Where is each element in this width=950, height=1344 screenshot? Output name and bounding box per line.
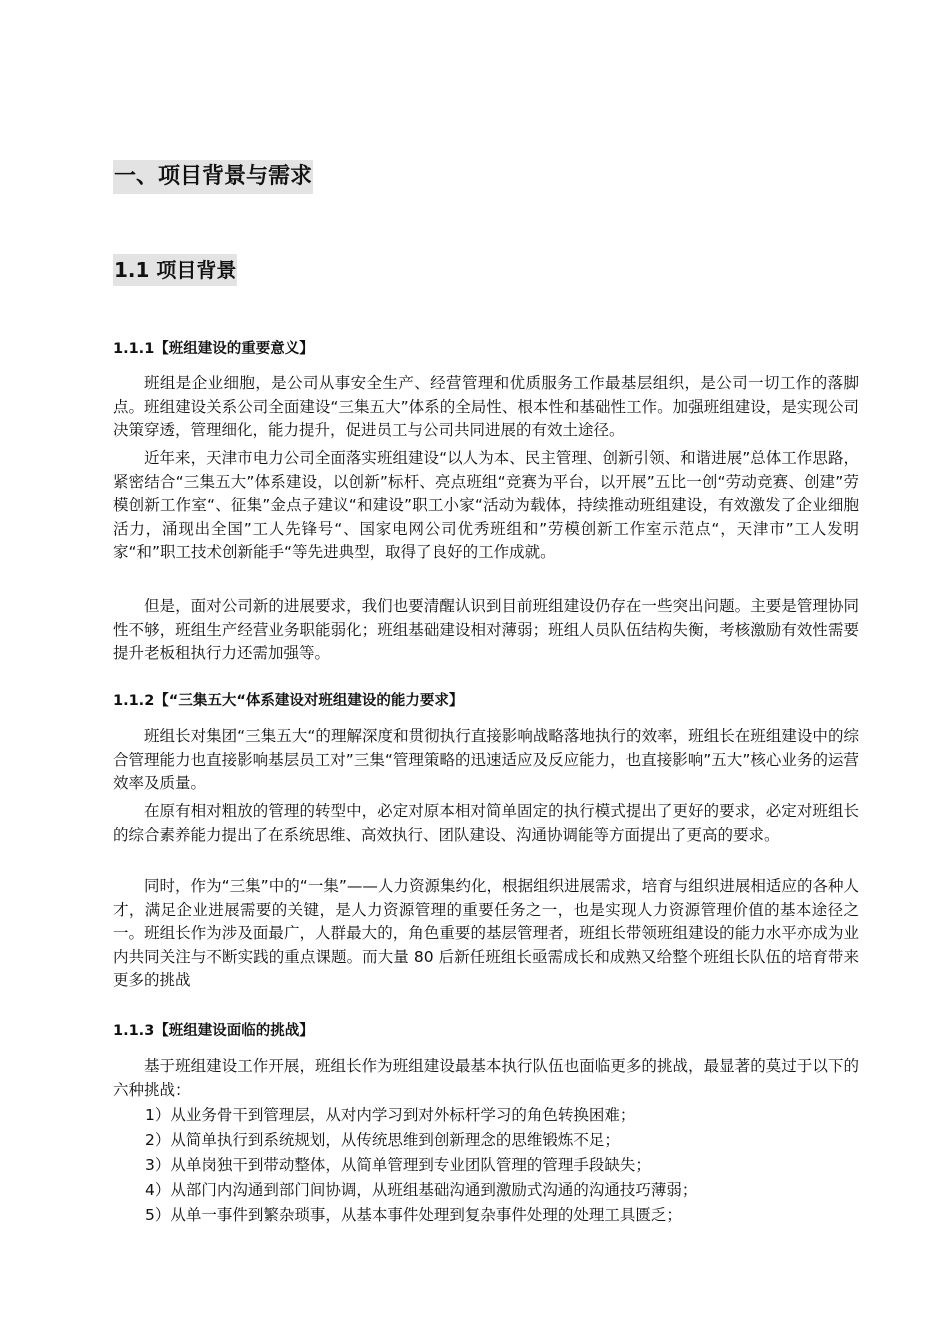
- list-item: 1）从业务骨干到管理层，从对内学习到对外标杆学习的角色转换困难；: [145, 1106, 636, 1124]
- paragraph: 基于班组建设工作开展，班组长作为班组建设最基本执行队伍也面临更多的挑战，最显著的莫过于以下的六种挑战：: [113, 1057, 859, 1099]
- list-item: 5）从单一事件到繁杂琐事，从基本事件处理到复杂事件处理的处理工具匮乏；: [145, 1206, 682, 1224]
- subsection-title-significance: 1.1.1【班组建设的重要意义】: [113, 341, 314, 357]
- paragraph: 班组长对集团“三集五大“的理解深度和贯彻执行直接影响战略落地执行的效率，班组长在班组建设中的综合管理能力也直接影响基层员工对”三集“管理策略的迅速适应及反应能力，也直接影响”五大”核心业务的运营效率及质量。: [113, 727, 859, 793]
- list-item: 4）从部门内沟通到部门间协调，从班组基础沟通到激励式沟通的沟通技巧薄弱；: [145, 1181, 698, 1199]
- section-title: 1.1 项目背景: [113, 254, 237, 286]
- list-item: 3）从单岗独干到带动整体，从简单管理到专业团队管理的管理手段缺失；: [145, 1156, 651, 1174]
- chapter-title: 一、项目背景与需求: [113, 160, 313, 194]
- list-item: 2）从简单执行到系统规划，从传统思维到创新理念的思维锻炼不足；: [145, 1131, 620, 1149]
- subsection-title-requirements: 1.1.2【“三集五大“体系建设对班组建设的能力要求】: [113, 693, 464, 709]
- paragraph: 近年来，天津市电力公司全面落实班组建设“以人为本、民主管理、创新引领、和谐进展”总体工作思路，紧密结合“三集五大”体系建设，以创新”标杆、亮点班组“竞赛为平台，以开展”五比一创“劳动竞赛、创建”劳模创新工作室“、征集”金点子建议“和建设”职工小家“活动为载体，持续推动班组建设，有效激发了企业细胞活力，涌现出全国”工人先锋号“、国家电网公司优秀班组和”劳模创新工作室示范点“，天津市”工人发明家“和”职工技术创新能手“等先进典型，取得了良好的工作成就。: [113, 449, 859, 562]
- paragraph: 在原有相对粗放的管理的转型中，必定对原本相对简单固定的执行模式提出了更好的要求，必定对班组长的综合素养能力提出了在系统思维、高效执行、团队建设、沟通协调能等方面提出了更高的要求。: [113, 802, 859, 844]
- paragraph: 班组是企业细胞，是公司从事安全生产、经营管理和优质服务工作最基层组织，是公司一切工作的落脚点。班组建设关系公司全面建设“三集五大”体系的全局性、根本性和基础性工作。加强班组建设，是实现公司决策穿透，管理细化，能力提升，促进员工与公司共同进展的有效土途径。: [113, 374, 859, 440]
- paragraph: 但是，面对公司新的进展要求，我们也要清醒认识到目前班组建设仍存在一些突出问题。主要是管理协同性不够，班组生产经营业务职能弱化；班组基础建设相对薄弱；班组人员队伍结构失衡，考核激励有效性需要提升老板租执行力还需加强等。: [113, 597, 859, 663]
- paragraph: 同时，作为“三集”中的“一集”——人力资源集约化，根据组织进展需求，培育与组织进展相适应的各种人才，满足企业进展需要的关键，是人力资源管理的重要任务之一，也是实现人力资源管理价值的基本途径之一。班组长作为涉及面最广，人群最大的，角色重要的基层管理者，班组长带领班组建设的能力水平亦成为业内共同关注与不断实践的重点课题。而大量 80 后新任班组长亟需成长和成熟又给整个班组长队伍的培育带来更多的挑战: [113, 877, 859, 990]
- subsection-title-challenges: 1.1.3【班组建设面临的挑战】: [113, 1023, 314, 1039]
